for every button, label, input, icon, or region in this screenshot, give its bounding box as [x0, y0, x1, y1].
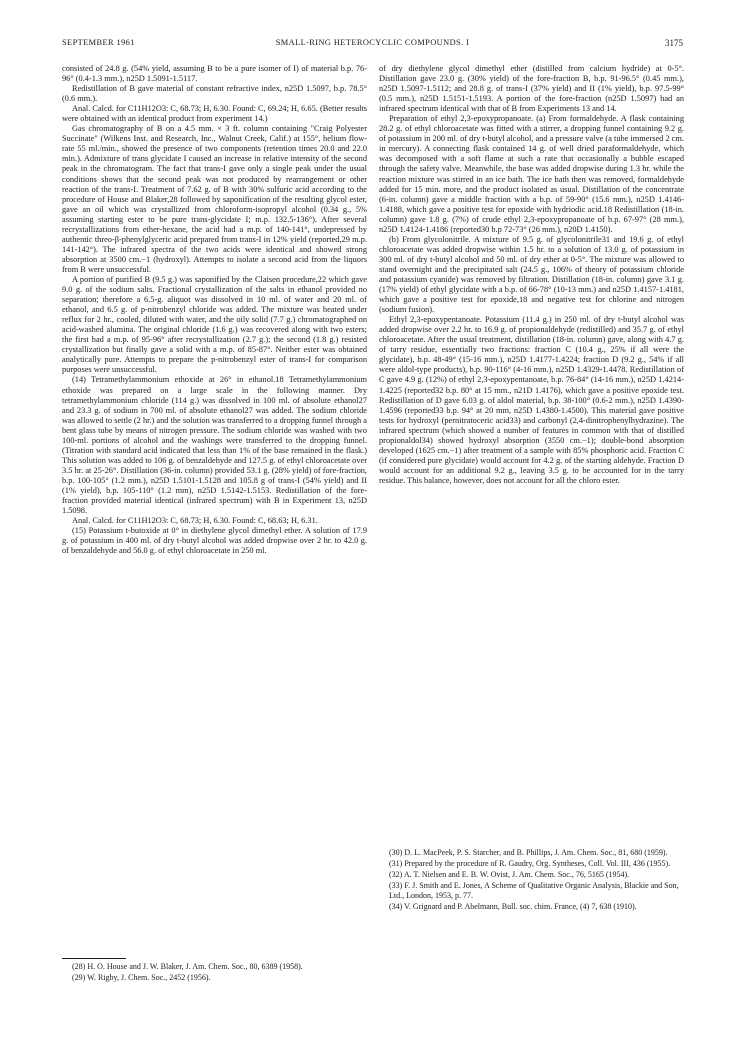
footnote: (29) W. Rigby, J. Chem. Soc., 2452 (1956).: [72, 973, 211, 982]
footnote: (32) A. T. Nielsen and E. B. W. Ovist, J. Am. Chem. Soc., 76, 5165 (1954).: [389, 870, 630, 879]
paragraph: of dry diethylene glycol dimethyl ether (distilled from calcium hydride) at 0-5°. Distillation gave 23.0 g. (30% yield) of the fore-fraction B, b.p. 91-96.5° (0.45 mm.), n25D 1.5097-1.5112; and 28.8 g. of trans-I (37% yield) and II (1% yield), b.p. 97.5-99° (0.5 mm.), n25D 1.5151-1.5193. A portion of the fore-fraction (n25D 1.5097) had an infrared spectrum identical with that of B from Experiments 13 and 14.: [379, 64, 684, 114]
paragraph: (14) Tetramethylammonium ethoxide at 26° in ethanol.18 Tetramethylammonium ethoxide was prepared on a large scale in the following manner. Dry tetramethylammonium chloride (114 g.) was dissolved in 100 ml. of absolute ethanol27 and 23.3 g. of sodium in 700 ml. of absolute ethanol27 was added. The sodium chloride was allowed to settle (2 hr.) and the solution was transferred to a dropping funnel through a bent glass tube by means of nitrogen pressure. The sodium chloride was washed with two 100-ml. portions of alcohol and the washings were transferred to the dropping funnel. (Titration with standard acid indicated that less than 1% of the base remained in the flask.) This solution was added to 106 g. of benzaldehyde and 127.5 g. of ethyl chloroacetate over 3.5 hr. at 25-26°. Distillation (36-in. column) provided 53.1 g. (28% yield) of fore-fraction, b.p. 100-105° (1.2 mm.), n25D 1.5101-1.5128 and 105.8 g of trans-I (54% yield) and II (1% yield), b.p. 105-110° (1.2 mm), n25D 1.5142-1.5153. Redistillation of the fore-fraction provided material identical (infrared spectrum) with B in Experiment 13, n25D 1.5098.: [62, 375, 367, 516]
footnote: (31) Prepared by the procedure of R. Gaudry, Org. Syntheses, Coll. Vol. III, 436 (1955).: [389, 859, 671, 868]
header-date: SEPTEMBER 1961: [62, 38, 135, 47]
footnotes-right: [379, 848, 684, 913]
paragraph: (15) Potassium t-butoxide at 0° in diethylene glycol dimethyl ether. A solution of 17.9 g. of potassium in 400 ml. of dry t-butyl alcohol was added dropwise over 2 hr. to 42.0 g. of benzaldehyde and 56.0 g. of ethyl chloroacetate in 250 ml.: [62, 526, 367, 556]
page-number: 3175: [665, 38, 683, 48]
footnotes-left: [62, 958, 367, 984]
footnote: (34) V. Grignard and P. Abelmann, Bull. soc. chim. France, (4) 7, 638 (1910).: [389, 902, 637, 911]
footnote: (33) F. J. Smith and E. Jones, A Scheme of Qualitative Organic Analysis, Blackie and Son, Ltd., London, 1953, p. 77.: [389, 881, 679, 900]
paragraph: Preparation of ethyl 2,3-epoxypropanoate. (a) From formaldehyde. A flask containing 28.2 g. of ethyl chloroacetate was fitted with a stirrer, a dropping funnel containing 9.2 g. of potassium in 200 ml. of dry t-butyl alcohol, and a pressure valve (a tube immersed 2 cm. in mercury). A connecting flask contained 14 g. of well dried paraformaldehyde, which was decomposed with a soft flame at such a rate that occasionally a bubble escaped through the safety valve. Meanwhile, the base was added dropwise during 1.3 hr. while the reaction mixture was stirred in an ice bath. The ice bath then was removed, formaldehyde added for 15 min. more, and the product isolated as usual. Distillation of the concentrate (6-in. column) gave a middle fraction with a b.p. of 59-90° (15.6 mm.), n25D 1.4146-1.4188, which gave a positive test for epoxide with hydriodic acid.18 Redistillation (18-in. column) gave 1.8 g. (7%) of crude ethyl 2,3-epoxypropanoate of b.p. 67-97° (28 mm.), n25D 1.4124-1.4186 (reported30 b.p 72-73° (26 mm.), n20D 1.4150).: [379, 114, 684, 234]
running-header: [62, 38, 683, 52]
paragraph: (b) From glycolonitrile. A mixture of 9.5 g. of glycolonitrile31 and 19.6 g. of ethyl chloroacetate was added dropwise within 1.5 hr. to a solution of 13.0 g. of potassium in 300 ml. of dry t-butyl alcohol and 50 ml. of dry ether at 0-5°. The mixture was allowed to stand overnight and the precipitated salt (24.5 g., 106% of theory of potassium chloride and potassium cyanide) was removed by filtration. Distillation (18-in. column) gave 3.1 g. (17% yield) of ethyl glycidate with a b.p. of 66-78° (10-13 mm.) and n25D 1.4157-1.4181, which gave a positive test for epoxide,18 and negative test for chlorine and nitrogen (sodium fusion).: [379, 234, 684, 315]
paragraph: Anal. Calcd. for C11H12O3: C, 68.73; H, 6.30. Found: C, 69.24; H, 6.65. (Better results were obtained with an identical product from experiment 14.): [62, 104, 367, 124]
paragraph: Anal. Calcd. for C11H12O3: C, 68.73; H, 6.30. Found: C, 68.63; H, 6.31.: [72, 516, 318, 526]
paragraph: Ethyl 2,3-epoxypentanoate. Potassium (11.4 g.) in 250 ml. of dry t-butyl alcohol was added dropwise over 2.2 hr. to 16.9 g. of propionaldehyde (redistilled) and 35.7 g. of ethyl chloroacetate. After the usual treatment, distillation (18-in. column) gave, along with 4.7 g. of tarry residue, essentially two fractions: fraction C (10.4 g., 25% if all were the glycidate), b.p. 48-49° (15-16 mm.), n25D 1.4177-1.4224; fraction D (9.2 g., 54% if all were aldol-type products), b.p. 90-116° (4-16 mm.), n25D 1.4329-1.4478. Redistillation of C gave 4.9 g. (12%) of ethyl 2,3-epoxypentanoate, b.p. 76-84° (14-16 mm.), n25D 1.4214-1.4225 (reported32 b.p. 80° at 15 mm., n21D 1.4176), which gave a positive epoxide test. Redistillation of D gave 6.03 g. of aldol material, b.p. 38-100° (0.6-2 mm.), n25D 1.4390-1.4596 (reported33 b.p. 94° at 20 mm, n25D 1.4380-1.4500). This material gave positive tests for hydroxyl (pernitratoceric acid33) and carbonyl (2,4-dinitrophenylhydrazine). The infrared spectrum (which showed a number of features in common with that of distilled propionaldol34) showed hydroxyl absorption (3550 cm.−1); double-bond absorption developed (1625 cm.−1) after treatment of a sample with 85% phosphoric acid. Fraction C (if considered pure glycidate) would account for 4.2 g. of the starting aldehyde. Fraction D would account for an additional 9.2 g., leaving 3.5 g. to be accounted for in the tarry residue. This balance, however, does not account for all the chloro ester.: [379, 315, 684, 485]
paragraph: Gas chromatography of B on a 4.5 mm. × 3 ft. column containing "Craig Polyester Succinate" (Wilkens Inst. and Research, Inc., Walnut Creek, Calif.) at 155°, helium flow-rate 55 ml./min., showed the presence of two components (retention times 20.0 and 22.0 min.). Admixture of trans glycidate I caused an increase in relative intensity of the second peak in the chromatogram. The fact that trans-I gave only a single peak under the usual conditions shows that the second peak was not produced by rearrangement or other reaction of the trans-I. Treatment of 7.62 g. of B with 30% sulfuric acid according to the procedure of House and Blaker,28 followed by saponification of the resulting glycol ester, gave an oil which was crystallized from chloroform-isopropyl alcohol (0.34 g., 5% assuming starting ester to be pure trans-glycidate I; m.p. 132.5-136°). After several recrystallizations from ether-hexane, the acid had a m.p. of 140-141°, undepressed by authentic threo-β-phenylglyceric acid prepared from trans-I in 12% yield (reported,29 m.p. 141-142°). The infrared spectra of the two acids were identical and showed strong absorption at 3500 cm.−1 (hydroxyl). Attempts to isolate a second acid from the liquors from B were unsuccessful.: [62, 124, 367, 274]
header-title: SMALL-RING HETEROCYCLIC COMPOUNDS. I: [275, 38, 470, 47]
paragraph: Redistillation of B gave material of constant refractive index, n25D 1.5097, b.p. 78.5° (0.6 mm.).: [62, 84, 367, 104]
paragraph: consisted of 24.8 g. (54% yield, assuming B to be a pure isomer of I) of material b.p. 76-96° (0.4-1.3 mm.), n25D 1.5091-1.5117.: [62, 64, 367, 84]
footnote: (28) H. O. House and J. W. Blaker, J. Am. Chem. Soc., 80, 6389 (1958).: [72, 962, 303, 971]
right-column: [379, 64, 684, 486]
paragraph: A portion of purified B (9.5 g.) was saponified by the Claisen procedure,22 which gave 9.0 g. of the sodium salts. Fractional crystallization of the salts in ethanol provided no separation; therefore a 6.5-g. aliquot was dissolved in 10 ml. of water and 20 ml. of ethanol, and 6.5 g. of p-nitrobenzyl chloride was added. The mixture was heated under reflux for 2 hr., cooled, diluted with water, and the oily solid (7.7 g.) chromatographed on acid-washed alumina. The original chloride (1.6 g.) was recovered along with two esters; the first had a m.p. of 95-96° after recrystallization (2.7 g.); the second (1.8 g.) resisted crystallization but finally gave a solid with a m.p. of 85-87°. Neither ester was obtained analytically pure. Attempts to prepare the p-nitrobenzyl ester of trans-I for comparison purposes were unsuccessful.: [62, 274, 367, 375]
left-column: [62, 64, 367, 556]
footnote: (30) D. L. MacPeek, P. S. Starcher, and B. Phillips, J. Am. Chem. Soc., 81, 680 (1959).: [389, 848, 668, 857]
footnote-rule: [62, 958, 126, 959]
